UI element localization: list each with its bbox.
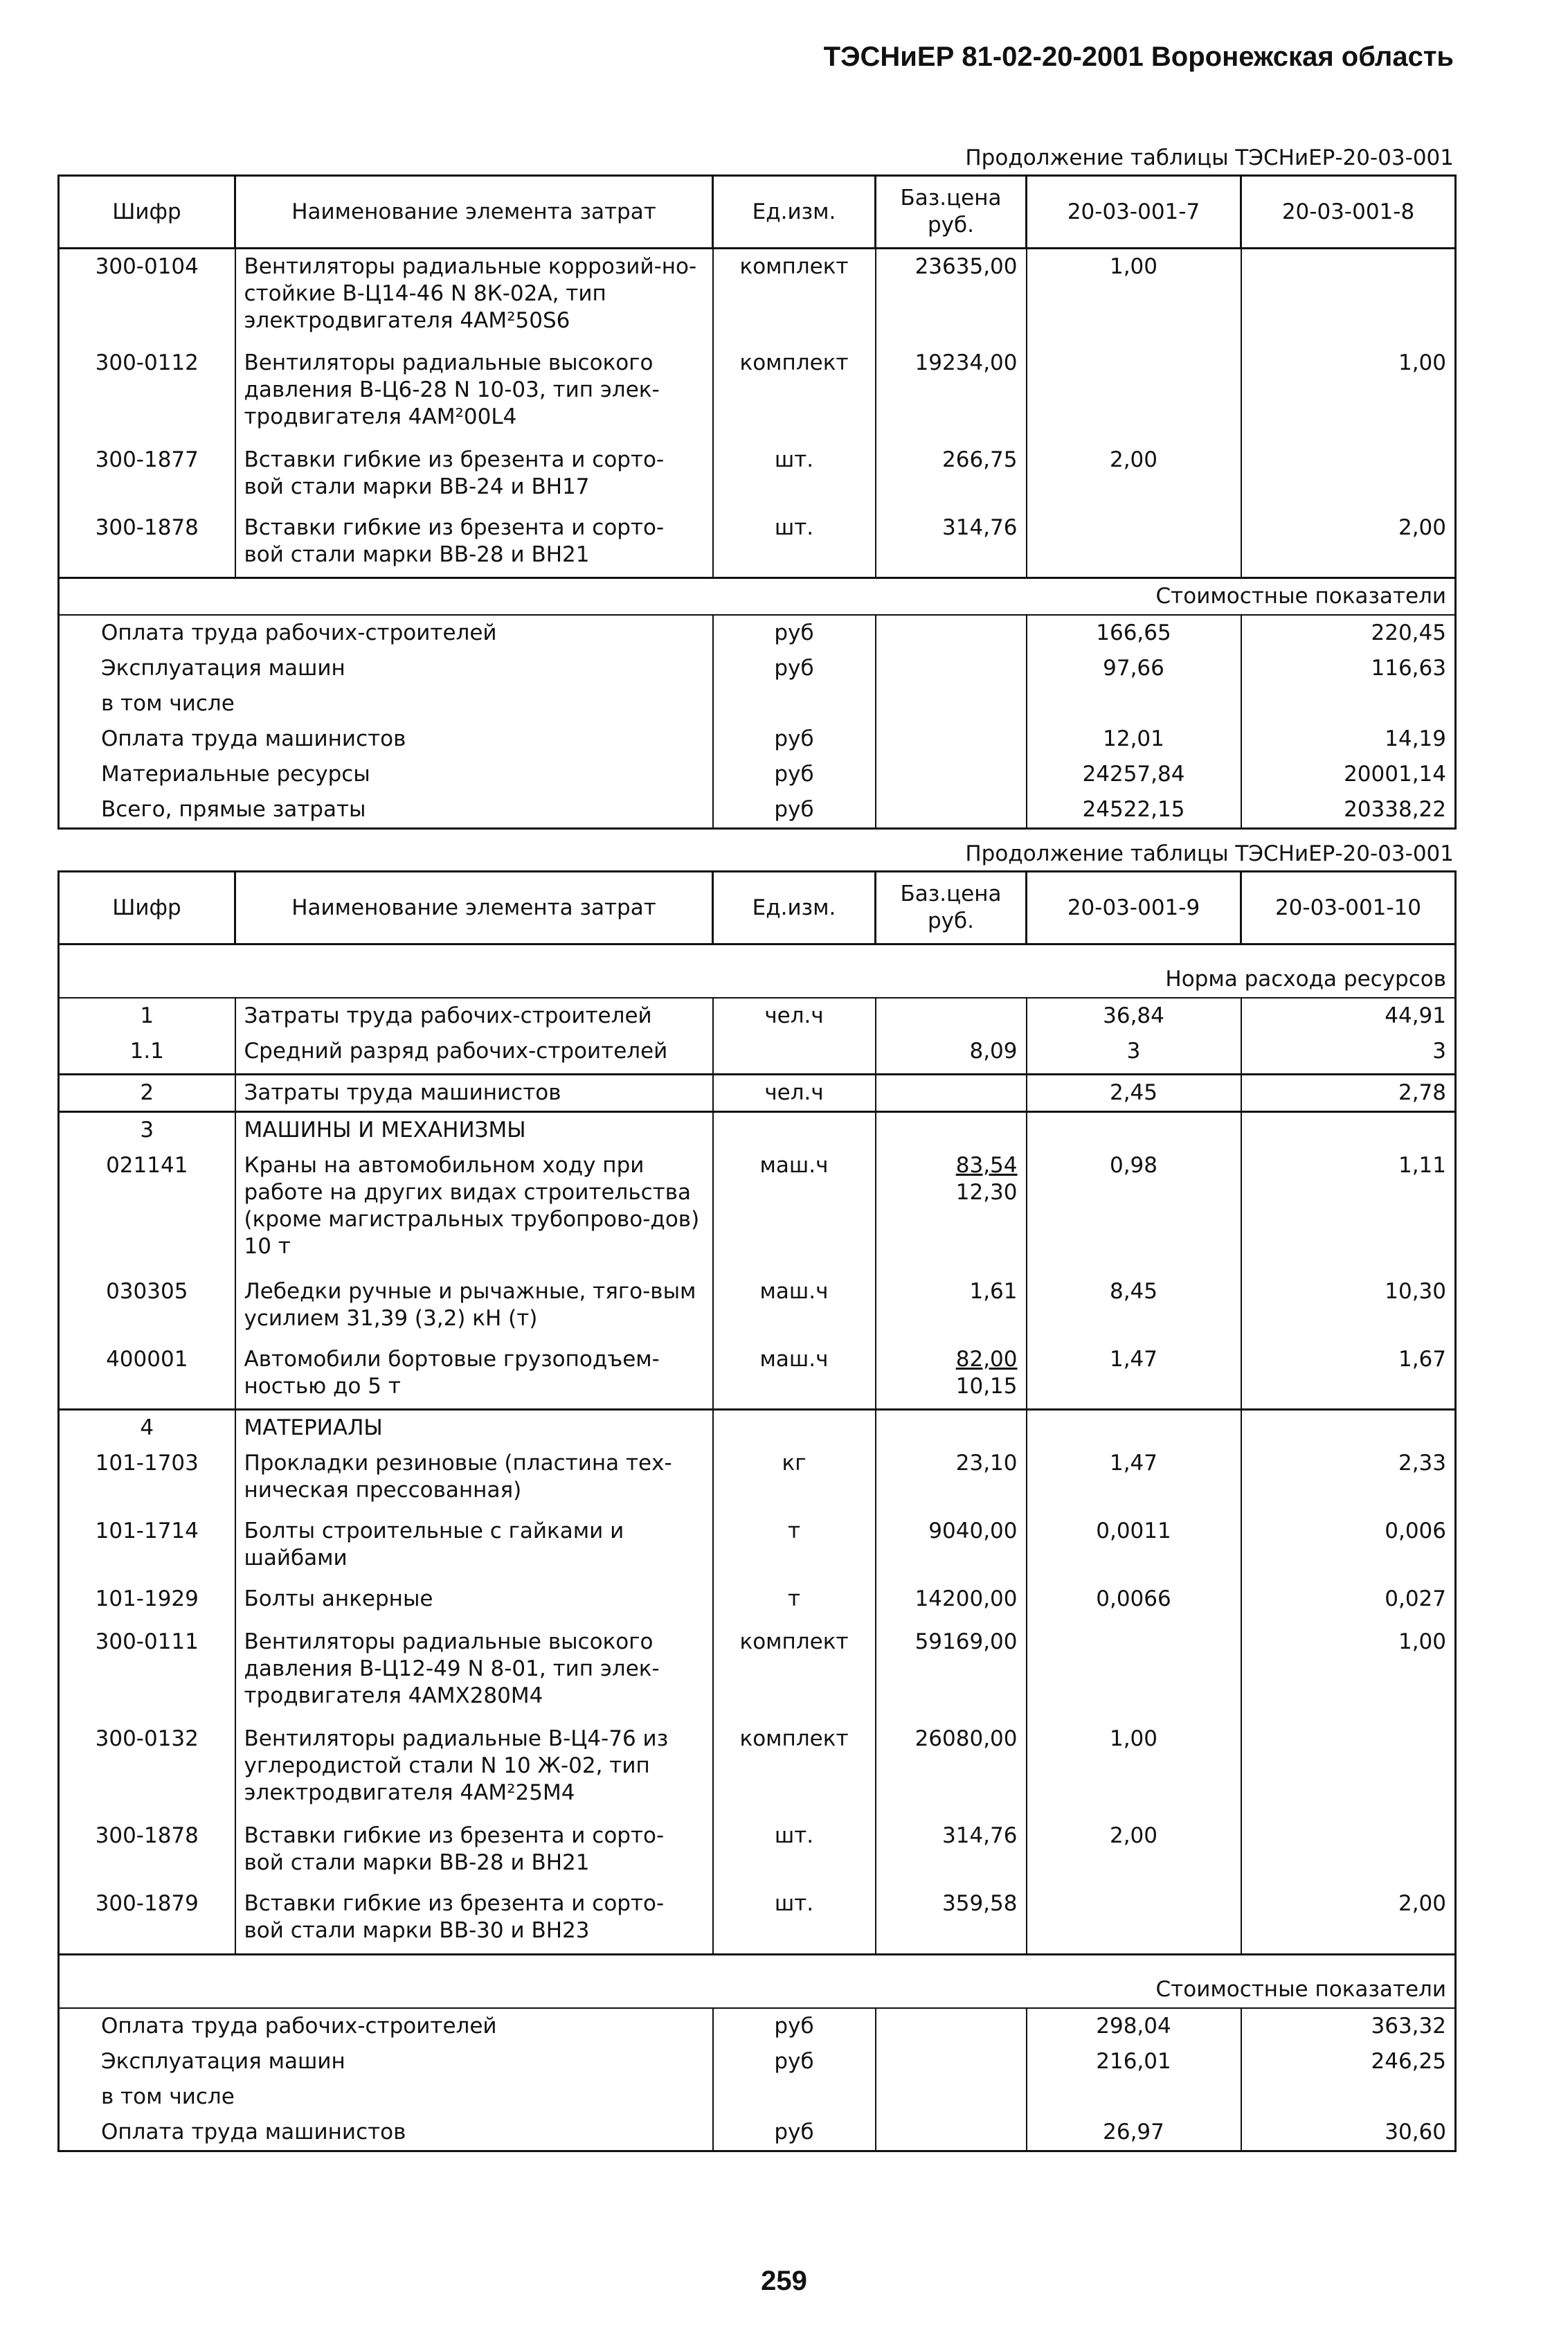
table-row (59, 442, 1456, 510)
cell-v2: 1,00 (1398, 350, 1446, 375)
cell-code: 300-0111 (59, 1624, 235, 1721)
table1-caption: Продолжение таблицы ТЭСНиЕР-20-03-001 (965, 145, 1454, 170)
cost-v2: 14,19 (1385, 726, 1446, 751)
cell-price (876, 1410, 1027, 1447)
cost-section-header (59, 1954, 1456, 2008)
cell-v1: 0,0011 (1027, 1514, 1241, 1582)
cell-unit: кг (713, 1446, 876, 1514)
cell-price: 59169,00 (876, 1624, 1027, 1721)
cell-v1 (1027, 510, 1241, 578)
table2 (57, 870, 1457, 2152)
cell-v2: 2,33 (1398, 1451, 1446, 1476)
cell-name: Вставки гибкие из брезента и сорто-вой стали марки ВВ-28 и ВН21 (235, 1818, 713, 1886)
cost-unit: руб (713, 2044, 876, 2079)
col-header-name: Наименование элемента затрат (235, 872, 713, 944)
cell-price: 23,10 (876, 1446, 1027, 1514)
cell-code: 300-0104 (59, 249, 235, 346)
col-header-code: Шифр (59, 176, 235, 249)
cell-price: 314,76 (876, 1818, 1027, 1886)
cell-code: 300-0132 (59, 1721, 235, 1818)
cell-code: 2 (59, 1074, 235, 1111)
cell-code: 101-1714 (59, 1514, 235, 1582)
cost-unit: руб (713, 615, 876, 651)
cell-v1: 1,47 (1027, 1446, 1241, 1514)
cost-unit (713, 686, 876, 722)
cell-price: 359,58 (876, 1886, 1027, 1954)
cost-name: Материальные ресурсы (59, 757, 713, 792)
cell-v1: 8,45 (1027, 1274, 1241, 1342)
cost-v1: 166,65 (1027, 615, 1241, 651)
cost-v2: 220,45 (1371, 620, 1446, 645)
cost-v1: 216,01 (1027, 2044, 1241, 2079)
norm-header-label: Норма расхода ресурсов (59, 944, 1456, 999)
cell-v1 (1027, 1111, 1241, 1148)
cell-code: 3 (59, 1111, 235, 1148)
table-row (59, 1624, 1456, 1721)
table-row (59, 1818, 1456, 1886)
cell-v1: 1,00 (1027, 249, 1241, 346)
cost-row (59, 757, 1456, 792)
cell-name: Вентиляторы радиальные высокого давления В-Ц12-49 N 8-01, тип элек-тродвигателя 4АМХ280М4 (235, 1624, 713, 1721)
section-row (59, 1111, 1456, 1148)
cell-v2: 0,006 (1385, 1519, 1446, 1543)
cell-name: Вставки гибкие из брезента и сорто-вой стали марки ВВ-24 и ВН17 (235, 442, 713, 510)
price-secondary: 10,15 (955, 1373, 1018, 1399)
cost-row (59, 2008, 1456, 2044)
cost-v2: 246,25 (1371, 2048, 1446, 2074)
cell-code: 300-1878 (59, 510, 235, 578)
col-header-price: Баз.цена руб. (876, 176, 1027, 249)
table2-caption: Продолжение таблицы ТЭСНиЕР-20-03-001 (965, 841, 1454, 866)
cost-v2 (1241, 686, 1456, 722)
cost-name: в том числе (59, 686, 713, 722)
cell-v1 (1027, 1886, 1241, 1954)
cost-unit (713, 2079, 876, 2115)
cell-name: Краны на автомобильном ходу при работе на других видах строительства (кроме магистральных трубопрово-дов) 10 т (235, 1148, 713, 1274)
cost-name: Оплата труда машинистов (59, 722, 713, 757)
cost-row (59, 615, 1456, 651)
cell-name: Средний разряд рабочих-строителей (235, 1034, 713, 1074)
cell-v2: 3 (1432, 1039, 1446, 1064)
cell-v2: 1,11 (1398, 1152, 1446, 1178)
cell-price: 19234,00 (876, 346, 1027, 442)
cell-price (876, 1342, 1027, 1410)
cell-v1 (1027, 1410, 1241, 1447)
cell-v1 (1027, 346, 1241, 442)
col-header-v1: 20-03-001-9 (1027, 872, 1241, 944)
cell-v2 (1241, 249, 1456, 346)
section-row (59, 1410, 1456, 1447)
cost-v1: 298,04 (1027, 2008, 1241, 2044)
table-row (59, 1148, 1456, 1274)
cell-code: 400001 (59, 1342, 235, 1410)
cell-unit (713, 1111, 876, 1148)
norm-section-header (59, 944, 1456, 999)
cell-code: 030305 (59, 1274, 235, 1342)
cell-v1 (1027, 1624, 1241, 1721)
cost-section-header (59, 578, 1456, 616)
cell-v2: 2,00 (1398, 1891, 1446, 1916)
cell-v1: 2,45 (1027, 1074, 1241, 1111)
cell-price: 14200,00 (876, 1582, 1027, 1624)
cell-unit: т (713, 1514, 876, 1582)
cost-row (59, 722, 1456, 757)
table-row (59, 1034, 1456, 1074)
cell-price: 9040,00 (876, 1514, 1027, 1582)
cell-price: 266,75 (876, 442, 1027, 510)
price-main: 82,00 (955, 1346, 1018, 1372)
cell-code: 1.1 (59, 1034, 235, 1074)
cost-unit: руб (713, 2115, 876, 2151)
cost-name: Оплата труда машинистов (59, 2115, 713, 2151)
cell-code: 101-1929 (59, 1582, 235, 1624)
cost-v1: 24522,15 (1027, 792, 1241, 829)
cell-code: 300-1878 (59, 1818, 235, 1886)
cell-price: 1,61 (876, 1274, 1027, 1342)
cost-v2: 116,63 (1371, 656, 1446, 681)
cell-price (876, 1111, 1027, 1148)
cell-name: Вентиляторы радиальные высокого давления В-Ц6-28 N 10-03, тип элек-тродвигателя 4АМ²00L4 (235, 346, 713, 442)
cell-unit: маш.ч (713, 1342, 876, 1410)
col-header-code: Шифр (59, 872, 235, 944)
price-main: 83,54 (955, 1152, 1018, 1178)
table-row (59, 510, 1456, 578)
cost-row (59, 2115, 1456, 2151)
cost-name: Эксплуатация машин (59, 651, 713, 686)
cell-code: 4 (59, 1410, 235, 1447)
table-row (59, 998, 1456, 1034)
cost-row (59, 686, 1456, 722)
cell-name: Вставки гибкие из брезента и сорто-вой стали марки ВВ-30 и ВН23 (235, 1886, 713, 1954)
cost-row (59, 2079, 1456, 2115)
table1 (57, 174, 1457, 830)
cell-unit: шт. (713, 510, 876, 578)
cell-v2: 2,00 (1398, 514, 1446, 540)
table-row (59, 1514, 1456, 1582)
cell-code: 021141 (59, 1148, 235, 1274)
cost-v2 (1241, 2079, 1456, 2115)
cost-v2: 30,60 (1385, 2119, 1446, 2144)
cell-name: Прокладки резиновые (пластина тех-ническая прессованная) (235, 1446, 713, 1514)
cell-unit: маш.ч (713, 1274, 876, 1342)
cell-name: Затраты труда машинистов (235, 1074, 713, 1111)
cell-price (876, 1148, 1027, 1274)
cell-code: 101-1703 (59, 1446, 235, 1514)
cell-unit (713, 1034, 876, 1074)
cell-v1: 36,84 (1027, 998, 1241, 1034)
col-header-v2: 20-03-001-8 (1241, 176, 1456, 249)
cell-unit: маш.ч (713, 1148, 876, 1274)
col-header-price: Баз.цена руб. (876, 872, 1027, 944)
cell-name: Автомобили бортовые грузоподъем-ностью до 5 т (235, 1342, 713, 1410)
col-header-v1: 20-03-001-7 (1027, 176, 1241, 249)
cost-name: Эксплуатация машин (59, 2044, 713, 2079)
cell-v1: 1,00 (1027, 1721, 1241, 1818)
cell-unit: шт. (713, 1886, 876, 1954)
cost-row (59, 651, 1456, 686)
cell-name: Вентиляторы радиальные В-Ц4-76 из углеродистой стали N 10 Ж-02, тип электродвигателя 4АМ²25М4 (235, 1721, 713, 1818)
cell-v2 (1241, 1111, 1456, 1148)
table-row (59, 1721, 1456, 1818)
cell-unit: шт. (713, 1818, 876, 1886)
cost-v2: 20338,22 (1344, 797, 1446, 822)
cell-v1: 2,00 (1027, 442, 1241, 510)
cost-header-label: Стоимостные показатели (59, 1954, 1456, 2008)
table-row (59, 1446, 1456, 1514)
cell-code: 300-0112 (59, 346, 235, 442)
cost-header-label: Стоимостные показатели (59, 578, 1456, 616)
cell-v1: 3 (1027, 1034, 1241, 1074)
table-row (59, 346, 1456, 442)
cell-unit: комплект (713, 346, 876, 442)
cell-name: Болты строительные с гайками и шайбами (235, 1514, 713, 1582)
cell-code: 300-1877 (59, 442, 235, 510)
cell-name: Затраты труда рабочих-строителей (235, 998, 713, 1034)
cost-v1 (1027, 2079, 1241, 2115)
cost-name: Оплата труда рабочих-строителей (59, 2008, 713, 2044)
cell-price: 26080,00 (876, 1721, 1027, 1818)
cell-v2 (1241, 1410, 1456, 1447)
cell-v2: 1,00 (1398, 1629, 1446, 1654)
cell-unit: т (713, 1582, 876, 1624)
cell-v2: 1,67 (1398, 1346, 1446, 1372)
cost-row (59, 792, 1456, 829)
cost-unit: руб (713, 757, 876, 792)
table-row (59, 1274, 1456, 1342)
section-title: МАШИНЫ И МЕХАНИЗМЫ (235, 1111, 713, 1148)
cell-v2 (1241, 442, 1456, 510)
col-header-unit: Ед.изм. (713, 872, 876, 944)
cell-unit: чел.ч (713, 998, 876, 1034)
table-row (59, 1886, 1456, 1954)
cell-v2 (1241, 1721, 1456, 1818)
table-row (59, 1074, 1456, 1111)
cell-v1: 0,98 (1027, 1148, 1241, 1274)
cell-price (876, 998, 1027, 1034)
cost-v1: 12,01 (1027, 722, 1241, 757)
cell-price: 8,09 (876, 1034, 1027, 1074)
cell-unit: чел.ч (713, 1074, 876, 1111)
price-secondary: 12,30 (955, 1179, 1018, 1205)
cost-unit: руб (713, 722, 876, 757)
cell-v2: 0,027 (1385, 1586, 1446, 1611)
col-header-name: Наименование элемента затрат (235, 176, 713, 249)
cost-row (59, 2044, 1456, 2079)
cell-unit: комплект (713, 1624, 876, 1721)
cell-name: Вентиляторы радиальные коррозий-но-стойкие В-Ц14-46 N 8К-02А, тип электродвигателя 4АМ²50S6 (235, 249, 713, 346)
cost-v1: 24257,84 (1027, 757, 1241, 792)
table2-header-row (59, 872, 1456, 944)
col-header-v2: 20-03-001-10 (1241, 872, 1456, 944)
cell-code: 300-1879 (59, 1886, 235, 1954)
cost-name: в том числе (59, 2079, 713, 2115)
cost-unit: руб (713, 2008, 876, 2044)
cost-v1: 97,66 (1027, 651, 1241, 686)
cell-v1: 1,47 (1027, 1342, 1241, 1410)
cell-price: 23635,00 (876, 249, 1027, 346)
cost-v1: 26,97 (1027, 2115, 1241, 2151)
cell-name: Лебедки ручные и рычажные, тяго-вым усилием 31,39 (3,2) кН (т) (235, 1274, 713, 1342)
cell-name: Вставки гибкие из брезента и сорто-вой стали марки ВВ-28 и ВН21 (235, 510, 713, 578)
cost-unit: руб (713, 792, 876, 829)
table-row (59, 1342, 1456, 1410)
cost-unit: руб (713, 651, 876, 686)
cell-code: 1 (59, 998, 235, 1034)
col-header-unit: Ед.изм. (713, 176, 876, 249)
cell-v2: 10,30 (1385, 1278, 1446, 1304)
page-header: ТЭСНиЕР 81-02-20-2001 Воронежская область (823, 42, 1454, 72)
cell-price (876, 1074, 1027, 1111)
cell-name: Болты анкерные (235, 1582, 713, 1624)
cost-name: Оплата труда рабочих-строителей (59, 615, 713, 651)
cost-v2: 20001,14 (1344, 762, 1446, 787)
cost-v2: 363,32 (1371, 2013, 1446, 2039)
cell-unit (713, 1410, 876, 1447)
cell-v1: 0,0066 (1027, 1582, 1241, 1624)
cell-v1: 2,00 (1027, 1818, 1241, 1886)
table1-header-row (59, 176, 1456, 249)
table-row (59, 1582, 1456, 1624)
cell-unit: шт. (713, 442, 876, 510)
cell-price: 314,76 (876, 510, 1027, 578)
table-row (59, 249, 1456, 346)
cell-unit: комплект (713, 1721, 876, 1818)
section-title: МАТЕРИАЛЫ (235, 1410, 713, 1447)
cell-v2: 44,91 (1385, 1003, 1446, 1028)
page-number: 259 (761, 2266, 807, 2296)
cost-v1 (1027, 686, 1241, 722)
cell-unit: комплект (713, 249, 876, 346)
cost-name: Всего, прямые затраты (59, 792, 713, 829)
cell-v2: 2,78 (1241, 1074, 1456, 1111)
cell-v2 (1241, 1818, 1456, 1886)
